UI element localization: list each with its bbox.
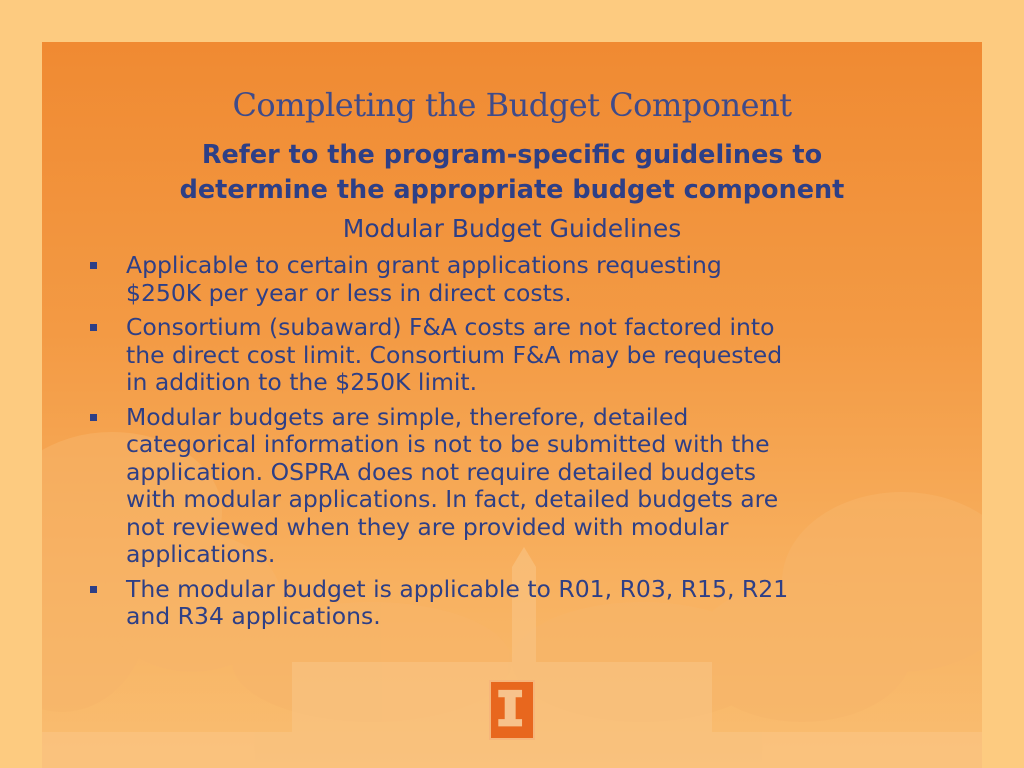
bullet-line: the direct cost limit. Consortium F&A may be requested (126, 340, 783, 369)
bullet-square-icon (90, 586, 97, 593)
bullet-item (86, 252, 966, 307)
bullet-line: and R34 applications. (126, 602, 381, 630)
bullet-line: Modular budgets are simple, therefore, detailed (126, 402, 689, 431)
section-heading: Modular Budget Guidelines (342, 214, 682, 243)
bullet-line: categorical information is not to be submitted with the (126, 430, 770, 458)
bullet-item (86, 404, 966, 569)
bullet-line: application. OSPRA does not require detailed budgets (126, 457, 756, 486)
bullet-item (86, 576, 966, 631)
block-i-glyph (491, 682, 533, 738)
bullet-square-icon (90, 324, 97, 331)
slide-title: Completing the Budget Component (232, 86, 792, 124)
bullet-line: Applicable to certain grant applications requesting (126, 251, 722, 279)
subtitle-line-1: Refer to the program-specific guidelines to (201, 140, 823, 170)
bullet-line: The modular budget is applicable to R01, R03, R15, R21 (126, 574, 789, 603)
bullet-line: not reviewed when they are provided with modular (126, 512, 729, 541)
bullet-list (86, 252, 966, 638)
subtitle-line-2: determine the appropriate budget component (179, 175, 845, 205)
bullet-item (86, 314, 966, 397)
slide-panel (42, 42, 982, 768)
university-block-i-logo-icon (489, 680, 535, 740)
bullet-line: in addition to the $250K limit. (126, 368, 478, 396)
bullet-square-icon (90, 414, 97, 421)
slide-subtitle (62, 138, 962, 208)
bullet-line: $250K per year or less in direct costs. (126, 278, 572, 307)
bullet-line: Consortium (subaward) F&A costs are not factored into (126, 313, 775, 341)
slide-content (42, 42, 982, 768)
bullet-line: with modular applications. In fact, detailed budgets are (126, 485, 779, 513)
bullet-line: applications. (126, 540, 276, 568)
bullet-square-icon (90, 262, 97, 269)
